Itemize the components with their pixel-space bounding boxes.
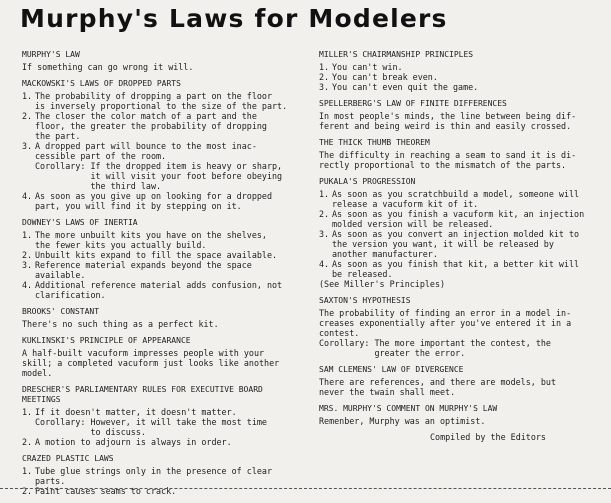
list-item (22, 250, 306, 260)
numbered-list (319, 62, 601, 92)
item-text: If it doesn't matter, it doesn't matter. Corollary: However, it will take the most time to discuss. (35, 407, 267, 437)
item-number: 4. (319, 259, 330, 269)
numbered-list (22, 91, 306, 211)
list-item (22, 437, 306, 447)
law-section (22, 454, 306, 496)
item-text: You can't even quit the game. (332, 82, 479, 92)
numbered-list (22, 466, 306, 496)
item-text: As soon as you finish a vacuform kit, an injection molded version will be released. (332, 209, 585, 229)
list-item (22, 260, 306, 280)
section-heading: MILLER'S CHAIRMANSHIP PRINCIPLES (319, 50, 474, 59)
law-section (319, 404, 601, 426)
law-section (319, 50, 601, 92)
section-heading: KUKLINSKI'S PRINCIPLE OF APPEARANCE (22, 336, 191, 345)
law-section (319, 296, 601, 358)
item-text: Reference material expands beyond the space available. (35, 260, 252, 280)
law-section (22, 218, 306, 300)
section-heading: CRAZED PLASTIC LAWS (22, 454, 114, 463)
item-text: A dropped part will bounce to the most inac- cessible part of the room. Corollary: If the dropped item is heavy or sharp, it will visit your foot before obeying the third law. (35, 141, 283, 191)
section-heading: THE THICK THUMB THEOREM (319, 138, 430, 147)
law-section (319, 177, 601, 289)
item-text: The more unbuilt kits you have on the shelves, the fewer kits you actually build. (35, 230, 267, 250)
numbered-list (319, 189, 601, 279)
item-number: 4. (22, 280, 33, 290)
item-number: 3. (319, 82, 330, 92)
list-item (319, 72, 601, 82)
item-text: As soon as you scratchbuild a model, someone will release a vacuform kit of it. (332, 189, 580, 209)
list-item (319, 259, 601, 279)
item-number: 3. (319, 229, 330, 239)
law-section (22, 336, 306, 378)
item-text: A motion to adjourn is always in order. (35, 437, 232, 447)
section-heading: SPELLERBERG'S LAW OF FINITE DIFFERENCES (319, 99, 507, 108)
credit-line: Compiled by the Editors (430, 432, 546, 442)
law-section (22, 385, 306, 447)
law-section (22, 79, 306, 211)
item-number: 4. (22, 191, 33, 201)
numbered-list (22, 407, 306, 447)
item-number: 2. (22, 437, 33, 447)
section-note: (See Miller's Principles) (319, 279, 446, 289)
item-number: 1. (319, 189, 330, 199)
section-body: There are references, and there are models, but never the twain shall meet. (319, 377, 556, 397)
item-number: 1. (22, 230, 33, 240)
list-item (319, 189, 601, 209)
item-number: 2. (319, 72, 330, 82)
section-body: The difficulty in reaching a seam to sand it is di- rectly proportional to the mismatch of the parts. (319, 150, 577, 170)
item-text: Paint causes seams to crack. (35, 486, 177, 496)
item-number: 2. (22, 111, 33, 121)
section-body: A half-built vacuform impresses people with your skill; a completed vacuform just looks like another model. (22, 348, 280, 378)
list-item (319, 82, 601, 92)
item-text: The probability of dropping a part on the floor is inversely proportional to the size of the part. (35, 91, 288, 111)
left-column (22, 50, 306, 503)
list-item (22, 91, 306, 111)
item-number: 3. (22, 260, 33, 270)
item-number: 2. (22, 486, 33, 496)
item-number: 3. (22, 141, 33, 151)
law-section (22, 307, 306, 329)
section-body: There's no such thing as a perfect kit. (22, 319, 219, 329)
item-text: As soon as you give up on looking for a dropped part, you will find it by stepping on it. (35, 191, 272, 211)
item-text: Tube glue strings only in the presence of clear parts. (35, 466, 272, 486)
section-body: The probability of finding an error in a model in- creases exponentially after you've entered it in a contest. Corollary: The more important the contest, the greater the error. (319, 308, 572, 358)
list-item (22, 280, 306, 300)
list-item (22, 191, 306, 211)
item-number: 1. (22, 466, 33, 476)
item-text: You can't win. (332, 62, 403, 72)
item-text: Unbuilt kits expand to fill the space available. (35, 250, 278, 260)
page-title: Murphy's Laws for Modelers (20, 4, 448, 33)
list-item (22, 141, 306, 191)
item-number: 1. (22, 407, 33, 417)
item-text: Additional reference material adds confusion, not clarification. (35, 280, 283, 300)
section-heading: BROOKS' CONSTANT (22, 307, 100, 316)
law-section (319, 99, 601, 131)
section-heading: DRESCHER'S PARLIAMENTARY RULES FOR EXECUTIVE BOARD MEETINGS (22, 385, 263, 404)
list-item (22, 407, 306, 437)
law-section (319, 365, 601, 397)
item-number: 2. (319, 209, 330, 219)
list-item (22, 230, 306, 250)
law-section (22, 50, 306, 72)
section-heading: SAM CLEMENS' LAW OF DIVERGENCE (319, 365, 464, 374)
law-section (319, 138, 601, 170)
section-heading: MURPHY'S LAW (22, 50, 80, 59)
list-item (319, 209, 601, 229)
item-text: As soon as you finish that kit, a better kit will be released. (332, 259, 580, 279)
item-text: The closer the color match of a part and the floor, the greater the probability of dropping the part. (35, 111, 267, 141)
section-body: Remenber, Murphy was an optimist. (319, 416, 486, 426)
list-item (22, 466, 306, 486)
item-number: 1. (319, 62, 330, 72)
list-item (319, 62, 601, 72)
list-item (22, 111, 306, 141)
item-text: You can't break even. (332, 72, 438, 82)
perforation-line (0, 488, 611, 489)
section-heading: SAXTON'S HYPOTHESIS (319, 296, 411, 305)
right-column (319, 50, 601, 433)
item-number: 2. (22, 250, 33, 260)
section-heading: PUKALA'S PROGRESSION (319, 177, 416, 186)
numbered-list (22, 230, 306, 300)
list-item (319, 229, 601, 259)
section-body: In most people's minds, the line between being dif- ferent and being weird is thin and easily crossed. (319, 111, 577, 131)
item-text: As soon as you convert an injection molded kit to the version you want, it will be released by another manufacturer. (332, 229, 580, 259)
section-heading: DOWNEY'S LAWS OF INERTIA (22, 218, 138, 227)
section-heading: MRS. MURPHY'S COMMENT ON MURPHY'S LAW (319, 404, 498, 413)
section-body: If something can go wrong it will. (22, 62, 194, 72)
item-number: 1. (22, 91, 33, 101)
section-heading: MACKOWSKI'S LAWS OF DROPPED PARTS (22, 79, 181, 88)
